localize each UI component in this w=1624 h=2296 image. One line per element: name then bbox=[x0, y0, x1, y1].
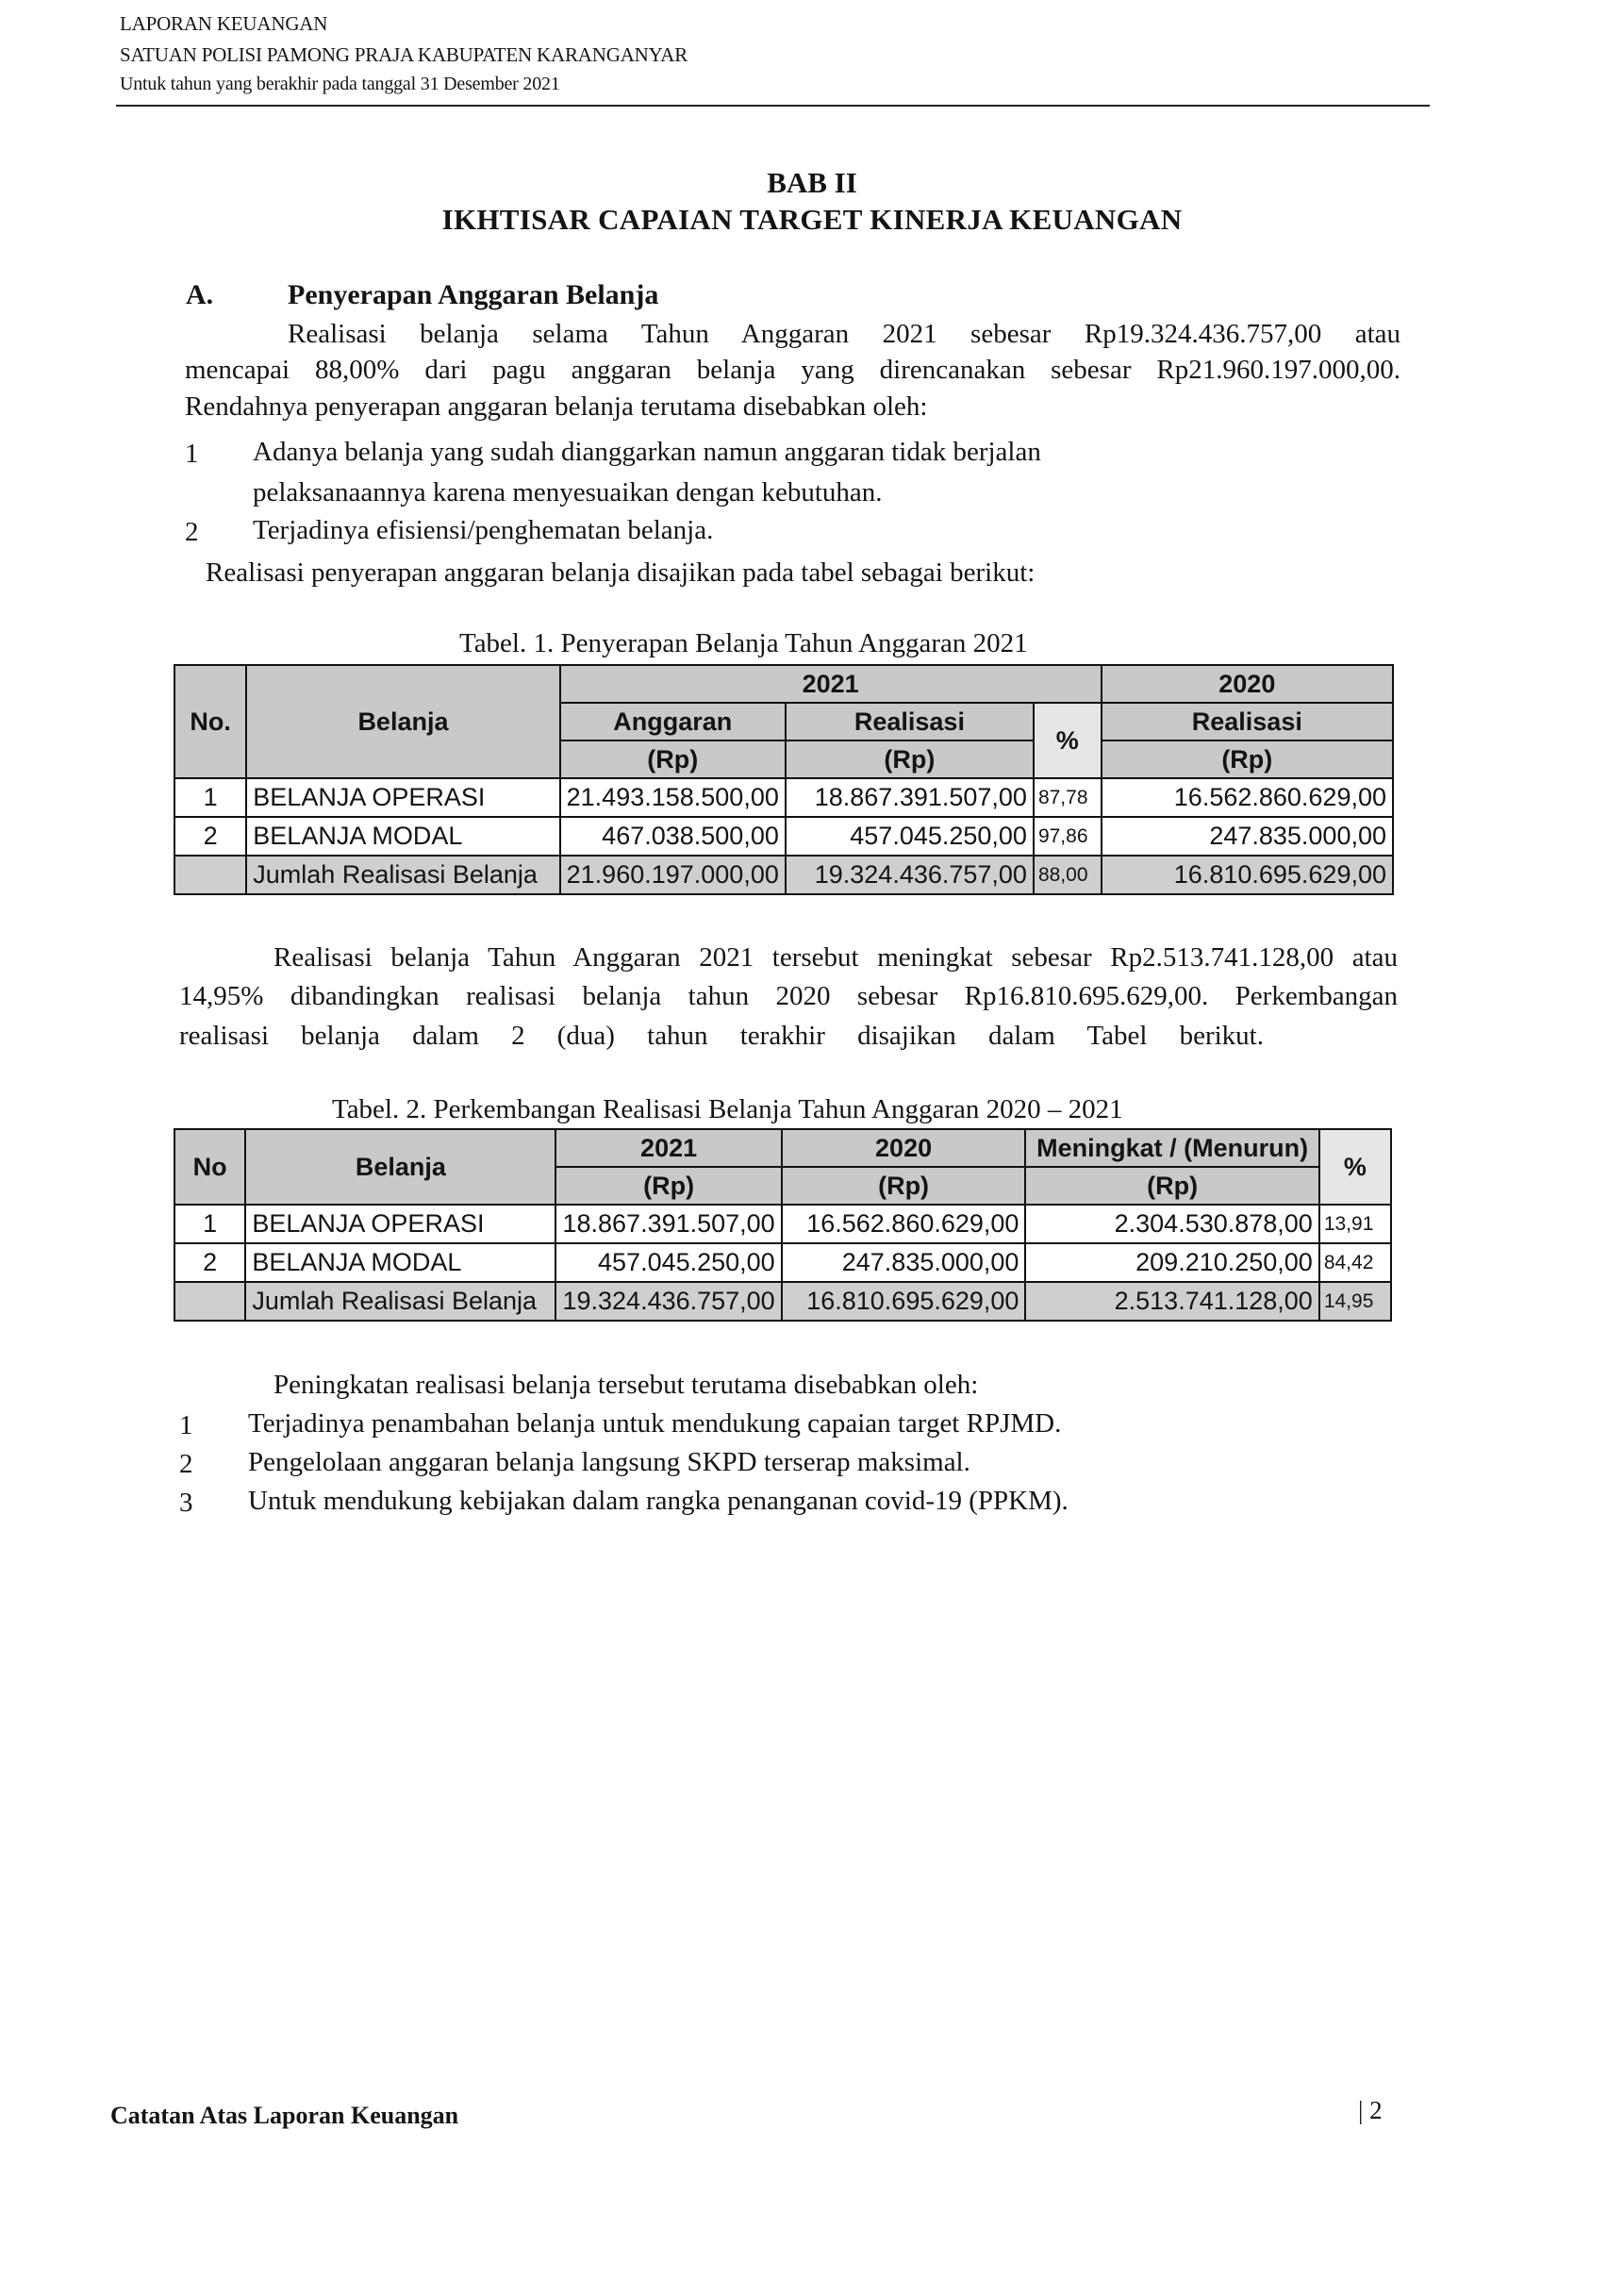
cell-total-label: Jumlah Realisasi Belanja bbox=[245, 1282, 555, 1321]
cell-no: 1 bbox=[174, 1205, 245, 1243]
cell-empty bbox=[174, 856, 246, 894]
cell-anggaran: 21.493.158.500,00 bbox=[560, 778, 786, 817]
paragraph-line: Rendahnya penyerapan anggaran belanja terutama disebabkan oleh: bbox=[185, 391, 928, 422]
list-item: Terjadinya penambahan belanja untuk mendukung capaian target RPJMD. bbox=[248, 1408, 1062, 1439]
table-row bbox=[174, 817, 1393, 856]
table2-header-no: No bbox=[174, 1129, 245, 1205]
table2-header-rp: (Rp) bbox=[555, 1167, 781, 1205]
table1-header-realisasi: Realisasi bbox=[786, 703, 1034, 740]
cell-total-percent: 14,95 bbox=[1319, 1282, 1391, 1321]
table2-header-meningkat: Meningkat / (Menurun) bbox=[1025, 1129, 1318, 1167]
list-item: Terjadinya efisiensi/penghematan belanja. bbox=[253, 515, 714, 545]
cell-percent: 87,78 bbox=[1034, 778, 1102, 817]
table1-header-2020: 2020 bbox=[1102, 665, 1393, 703]
cell-belanja: BELANJA OPERASI bbox=[246, 778, 559, 817]
table2-header-rp: (Rp) bbox=[1025, 1167, 1318, 1205]
chapter-subtitle: IKHTISAR CAPAIAN TARGET KINERJA KEUANGAN bbox=[441, 203, 1183, 236]
table1-header-anggaran: Anggaran bbox=[560, 703, 786, 740]
cell-2020: 16.562.860.629,00 bbox=[782, 1205, 1026, 1243]
cell-belanja: BELANJA MODAL bbox=[245, 1243, 555, 1282]
section-letter: A. bbox=[186, 279, 214, 310]
table1-header-2021: 2021 bbox=[560, 665, 1102, 703]
cell-meningkat: 209.210.250,00 bbox=[1025, 1243, 1318, 1282]
table2-header-2021: 2021 bbox=[555, 1129, 781, 1167]
cell-anggaran: 467.038.500,00 bbox=[560, 817, 786, 856]
cell-realisasi: 18.867.391.507,00 bbox=[786, 778, 1034, 817]
cell-no: 1 bbox=[174, 778, 246, 817]
header-divider bbox=[116, 105, 1430, 107]
table1-caption: Tabel. 1. Penyerapan Belanja Tahun Anggaran 2021 bbox=[459, 628, 1028, 658]
table-row bbox=[174, 1243, 1391, 1282]
cell-no: 2 bbox=[174, 1243, 245, 1282]
cell-total-2020: 16.810.695.629,00 bbox=[782, 1282, 1026, 1321]
table1-header-realisasi-2020: Realisasi bbox=[1102, 703, 1393, 740]
paragraph-line: Realisasi belanja selama Tahun Anggaran 2021 sebesar Rp19.324.436.757,00 atau bbox=[288, 319, 1400, 349]
paragraph-line: 14,95% dibandingkan realisasi belanja tahun 2020 sebesar Rp16.810.695.629,00. Perkembangan bbox=[179, 981, 1398, 1011]
list-number: 3 bbox=[179, 1488, 193, 1518]
cell-total-percent: 88,00 bbox=[1034, 856, 1102, 894]
cell-2021: 18.867.391.507,00 bbox=[555, 1205, 781, 1243]
table1-header-rp: (Rp) bbox=[1102, 740, 1393, 778]
paragraph-line: mencapai 88,00% dari pagu anggaran belanja yang direncanakan sebesar Rp21.960.197.000,00. bbox=[185, 355, 1400, 385]
table-row bbox=[174, 1205, 1391, 1243]
table-total-row bbox=[174, 1282, 1391, 1321]
footer-title: Catatan Atas Laporan Keuangan bbox=[110, 2102, 459, 2129]
cell-realisasi-2020: 16.562.860.629,00 bbox=[1102, 778, 1393, 817]
cell-empty bbox=[174, 1282, 245, 1321]
cell-percent: 84,42 bbox=[1319, 1243, 1391, 1282]
table2 bbox=[174, 1128, 1392, 1322]
list-number: 2 bbox=[185, 517, 199, 547]
table2-header-rp: (Rp) bbox=[782, 1167, 1026, 1205]
list-item: Pengelolaan anggaran belanja langsung SKPD terserap maksimal. bbox=[248, 1447, 970, 1477]
cell-meningkat: 2.304.530.878,00 bbox=[1025, 1205, 1318, 1243]
table1-header-belanja: Belanja bbox=[246, 665, 559, 778]
list-number: 2 bbox=[179, 1449, 193, 1479]
period-line: Untuk tahun yang berakhir pada tanggal 31 Desember 2021 bbox=[120, 74, 560, 94]
paragraph-line: realisasi belanja dalam 2 (dua) tahun terakhir disajikan dalam Tabel berikut. bbox=[179, 1021, 1264, 1051]
paragraph-line: Peningkatan realisasi belanja tersebut terutama disebabkan oleh: bbox=[273, 1370, 979, 1400]
cell-percent: 97,86 bbox=[1034, 817, 1102, 856]
table1-header-rp: (Rp) bbox=[786, 740, 1034, 778]
cell-total-realisasi: 19.324.436.757,00 bbox=[786, 856, 1034, 894]
cell-no: 2 bbox=[174, 817, 246, 856]
cell-total-2021: 19.324.436.757,00 bbox=[555, 1282, 781, 1321]
chapter-title: BAB II bbox=[767, 166, 857, 199]
table2-header-belanja: Belanja bbox=[245, 1129, 555, 1205]
cell-percent: 13,91 bbox=[1319, 1205, 1391, 1243]
page-number: | 2 bbox=[1358, 2096, 1383, 2124]
list-item: pelaksanaannya karena menyesuaikan dengan kebutuhan. bbox=[253, 477, 883, 507]
table1-header-percent: % bbox=[1034, 703, 1102, 778]
cell-total-realisasi-2020: 16.810.695.629,00 bbox=[1102, 856, 1393, 894]
cell-total-meningkat: 2.513.741.128,00 bbox=[1025, 1282, 1318, 1321]
cell-2021: 457.045.250,00 bbox=[555, 1243, 781, 1282]
table1-header-no: No. bbox=[174, 665, 246, 778]
list-item: Adanya belanja yang sudah dianggarkan namun anggaran tidak berjalan bbox=[253, 437, 1041, 467]
list-number: 1 bbox=[179, 1410, 193, 1440]
cell-realisasi: 457.045.250,00 bbox=[786, 817, 1034, 856]
cell-2020: 247.835.000,00 bbox=[782, 1243, 1026, 1282]
list-item: Untuk mendukung kebijakan dalam rangka penanganan covid-19 (PPKM). bbox=[248, 1486, 1069, 1516]
section-heading: Penyerapan Anggaran Belanja bbox=[288, 279, 659, 310]
table1-header-rp: (Rp) bbox=[560, 740, 786, 778]
cell-total-anggaran: 21.960.197.000,00 bbox=[560, 856, 786, 894]
agency-name: SATUAN POLISI PAMONG PRAJA KABUPATEN KARANGANYAR bbox=[120, 43, 688, 66]
cell-total-label: Jumlah Realisasi Belanja bbox=[246, 856, 559, 894]
paragraph-line: Realisasi penyerapan anggaran belanja disajikan pada tabel sebagai berikut: bbox=[206, 557, 1036, 588]
table2-caption: Tabel. 2. Perkembangan Realisasi Belanja Tahun Anggaran 2020 – 2021 bbox=[332, 1094, 1123, 1124]
table-row bbox=[174, 778, 1393, 817]
table2-header-2020: 2020 bbox=[782, 1129, 1026, 1167]
report-title: LAPORAN KEUANGAN bbox=[120, 12, 328, 35]
list-number: 1 bbox=[185, 439, 199, 469]
table1 bbox=[174, 664, 1394, 895]
paragraph-line: Realisasi belanja Tahun Anggaran 2021 tersebut meningkat sebesar Rp2.513.741.128,00 atau bbox=[273, 942, 1398, 973]
table2-header-percent: % bbox=[1319, 1129, 1391, 1205]
cell-realisasi-2020: 247.835.000,00 bbox=[1102, 817, 1393, 856]
cell-belanja: BELANJA MODAL bbox=[246, 817, 559, 856]
cell-belanja: BELANJA OPERASI bbox=[245, 1205, 555, 1243]
table-total-row bbox=[174, 856, 1393, 894]
